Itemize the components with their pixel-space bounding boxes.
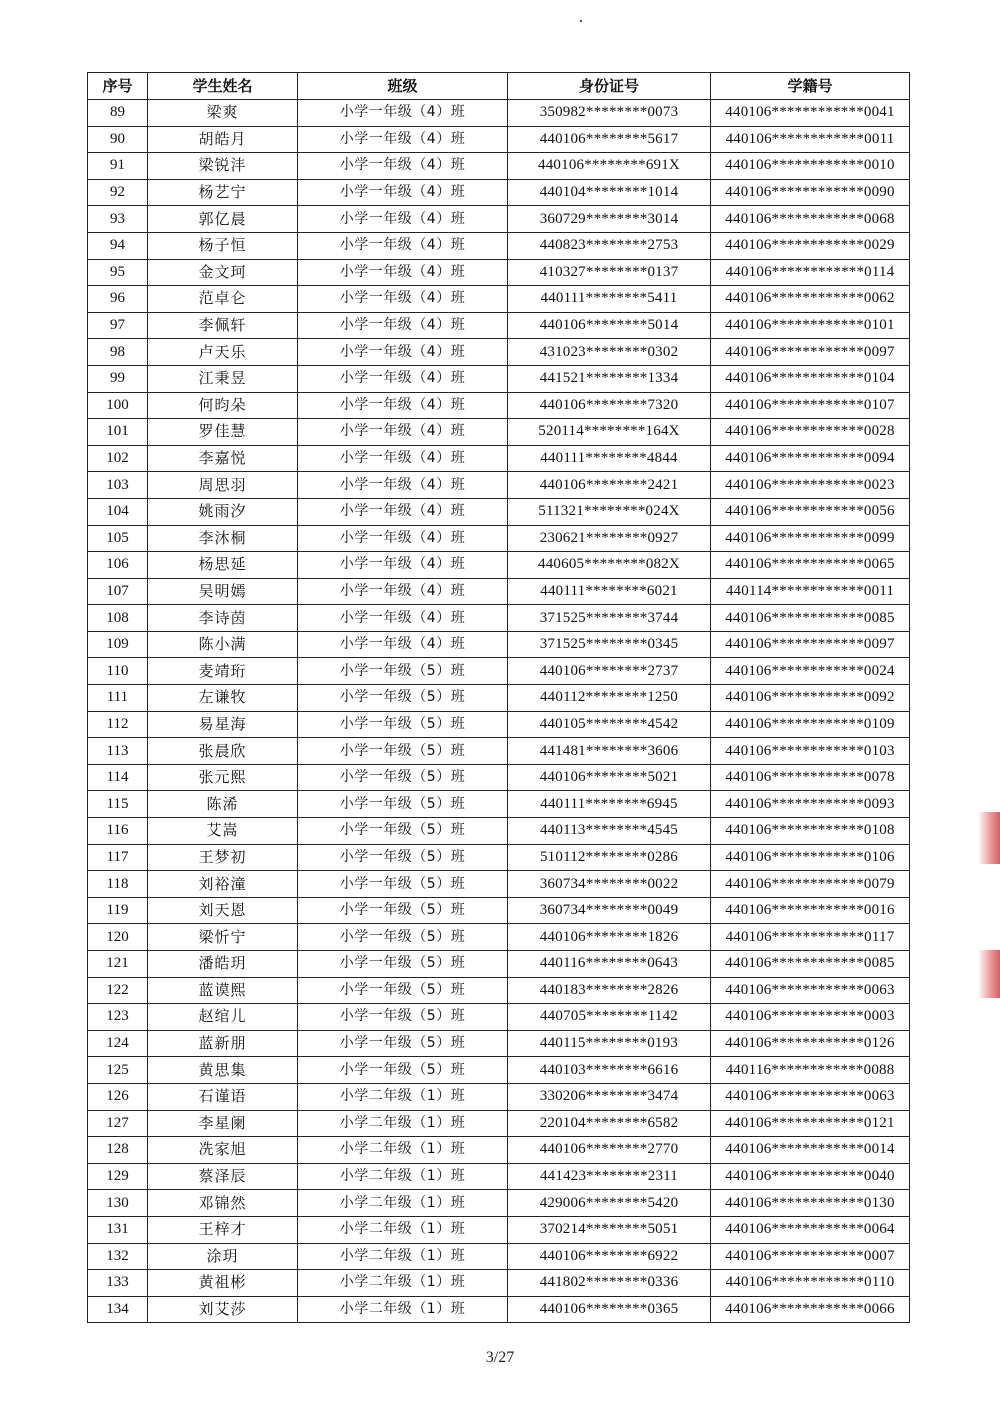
cell-student-name: 陈小满 bbox=[148, 631, 298, 658]
cell-id-card-number: 431023********0302 bbox=[508, 339, 711, 366]
cell-class: 小学一年级（5）班 bbox=[298, 658, 508, 685]
cell-student-name: 易星海 bbox=[148, 711, 298, 738]
cell-student-registration-number: 440106************0103 bbox=[711, 738, 910, 765]
cell-serial-number: 117 bbox=[88, 844, 148, 871]
cell-class: 小学一年级（4）班 bbox=[298, 206, 508, 233]
cell-id-card-number: 371525********0345 bbox=[508, 631, 711, 658]
cell-serial-number: 126 bbox=[88, 1083, 148, 1110]
cell-id-card-number: 360729********3014 bbox=[508, 206, 711, 233]
table-row bbox=[88, 1243, 910, 1270]
cell-id-card-number: 440705********1142 bbox=[508, 1004, 711, 1031]
table-row bbox=[88, 1137, 910, 1164]
cell-id-card-number: 440103********6616 bbox=[508, 1057, 711, 1084]
cell-student-name: 梁忻宁 bbox=[148, 924, 298, 951]
cell-serial-number: 94 bbox=[88, 232, 148, 259]
cell-class: 小学二年级（1）班 bbox=[298, 1190, 508, 1217]
cell-class: 小学二年级（1）班 bbox=[298, 1243, 508, 1270]
table-row bbox=[88, 100, 910, 127]
cell-class: 小学一年级（4）班 bbox=[298, 631, 508, 658]
cell-student-name: 刘裕潼 bbox=[148, 871, 298, 898]
cell-student-name: 李诗茵 bbox=[148, 605, 298, 632]
cell-class: 小学一年级（4）班 bbox=[298, 419, 508, 446]
cell-class: 小学一年级（4）班 bbox=[298, 286, 508, 313]
cell-id-card-number: 440106********7320 bbox=[508, 392, 711, 419]
cell-serial-number: 96 bbox=[88, 286, 148, 313]
cell-student-name: 蓝新朋 bbox=[148, 1030, 298, 1057]
cell-serial-number: 119 bbox=[88, 897, 148, 924]
cell-id-card-number: 440112********1250 bbox=[508, 685, 711, 712]
cell-student-name: 赵绾儿 bbox=[148, 1004, 298, 1031]
cell-class: 小学一年级（4）班 bbox=[298, 339, 508, 366]
table-row bbox=[88, 977, 910, 1004]
cell-class: 小学一年级（5）班 bbox=[298, 951, 508, 978]
table-row bbox=[88, 1004, 910, 1031]
table-row bbox=[88, 286, 910, 313]
table-row bbox=[88, 658, 910, 685]
cell-serial-number: 101 bbox=[88, 419, 148, 446]
cell-student-name: 姚雨汐 bbox=[148, 498, 298, 525]
cell-student-registration-number: 440106************0106 bbox=[711, 844, 910, 871]
cell-id-card-number: 410327********0137 bbox=[508, 259, 711, 286]
cell-serial-number: 105 bbox=[88, 525, 148, 552]
cell-serial-number: 108 bbox=[88, 605, 148, 632]
cell-id-card-number: 440183********2826 bbox=[508, 977, 711, 1004]
table-header bbox=[88, 73, 910, 100]
cell-student-registration-number: 440106************0024 bbox=[711, 658, 910, 685]
table-row bbox=[88, 764, 910, 791]
cell-student-name: 杨子恒 bbox=[148, 232, 298, 259]
cell-class: 小学一年级（5）班 bbox=[298, 897, 508, 924]
table-row bbox=[88, 578, 910, 605]
cell-id-card-number: 440111********6021 bbox=[508, 578, 711, 605]
cell-student-registration-number: 440106************0023 bbox=[711, 472, 910, 499]
cell-student-registration-number: 440106************0040 bbox=[711, 1163, 910, 1190]
cell-student-name: 罗佳慧 bbox=[148, 419, 298, 446]
cell-serial-number: 102 bbox=[88, 445, 148, 472]
cell-student-name: 刘艾莎 bbox=[148, 1296, 298, 1323]
cell-class: 小学一年级（5）班 bbox=[298, 791, 508, 818]
cell-serial-number: 121 bbox=[88, 951, 148, 978]
cell-serial-number: 91 bbox=[88, 153, 148, 180]
cell-student-name: 金文珂 bbox=[148, 259, 298, 286]
cell-student-registration-number: 440106************0108 bbox=[711, 818, 910, 845]
cell-id-card-number: 330206********3474 bbox=[508, 1083, 711, 1110]
cell-student-registration-number: 440106************0114 bbox=[711, 259, 910, 286]
cell-student-registration-number: 440114************0011 bbox=[711, 578, 910, 605]
cell-class: 小学一年级（4）班 bbox=[298, 179, 508, 206]
cell-student-registration-number: 440106************0063 bbox=[711, 977, 910, 1004]
table-row bbox=[88, 525, 910, 552]
cell-id-card-number: 230621********0927 bbox=[508, 525, 711, 552]
cell-serial-number: 122 bbox=[88, 977, 148, 1004]
cell-student-registration-number: 440106************0011 bbox=[711, 126, 910, 153]
cell-student-name: 左谦牧 bbox=[148, 685, 298, 712]
cell-student-registration-number: 440106************0094 bbox=[711, 445, 910, 472]
cell-serial-number: 100 bbox=[88, 392, 148, 419]
cell-student-registration-number: 440106************0104 bbox=[711, 365, 910, 392]
cell-student-name: 梁爽 bbox=[148, 100, 298, 127]
cell-class: 小学二年级（1）班 bbox=[298, 1270, 508, 1297]
cell-class: 小学一年级（5）班 bbox=[298, 764, 508, 791]
cell-serial-number: 123 bbox=[88, 1004, 148, 1031]
cell-student-registration-number: 440106************0016 bbox=[711, 897, 910, 924]
cell-id-card-number: 511321********024X bbox=[508, 498, 711, 525]
cell-student-registration-number: 440106************0107 bbox=[711, 392, 910, 419]
cell-serial-number: 98 bbox=[88, 339, 148, 366]
cell-student-registration-number: 440106************0090 bbox=[711, 179, 910, 206]
cell-student-name: 杨思延 bbox=[148, 552, 298, 579]
cell-student-registration-number: 440106************0097 bbox=[711, 631, 910, 658]
table-row bbox=[88, 232, 910, 259]
table-row bbox=[88, 791, 910, 818]
cell-id-card-number: 441481********3606 bbox=[508, 738, 711, 765]
cell-serial-number: 125 bbox=[88, 1057, 148, 1084]
cell-student-name: 李嘉悦 bbox=[148, 445, 298, 472]
cell-class: 小学一年级（4）班 bbox=[298, 392, 508, 419]
cell-id-card-number: 360734********0049 bbox=[508, 897, 711, 924]
cell-serial-number: 97 bbox=[88, 312, 148, 339]
table-row bbox=[88, 1163, 910, 1190]
cell-student-registration-number: 440106************0085 bbox=[711, 605, 910, 632]
cell-student-name: 蓝谟熙 bbox=[148, 977, 298, 1004]
cell-student-registration-number: 440106************0085 bbox=[711, 951, 910, 978]
cell-serial-number: 106 bbox=[88, 552, 148, 579]
table-row bbox=[88, 365, 910, 392]
cell-class: 小学一年级（5）班 bbox=[298, 711, 508, 738]
cell-class: 小学一年级（4）班 bbox=[298, 126, 508, 153]
cell-student-registration-number: 440116************0088 bbox=[711, 1057, 910, 1084]
cell-id-card-number: 440116********0643 bbox=[508, 951, 711, 978]
cell-id-card-number: 440106********6922 bbox=[508, 1243, 711, 1270]
table-row bbox=[88, 445, 910, 472]
cell-student-registration-number: 440106************0029 bbox=[711, 232, 910, 259]
cell-class: 小学一年级（4）班 bbox=[298, 605, 508, 632]
cell-id-card-number: 440106********0365 bbox=[508, 1296, 711, 1323]
cell-student-registration-number: 440106************0079 bbox=[711, 871, 910, 898]
cell-student-name: 梁锐沣 bbox=[148, 153, 298, 180]
cell-serial-number: 107 bbox=[88, 578, 148, 605]
cell-student-registration-number: 440106************0097 bbox=[711, 339, 910, 366]
table-row bbox=[88, 1270, 910, 1297]
cell-student-name: 艾嵩 bbox=[148, 818, 298, 845]
cell-student-name: 张元熙 bbox=[148, 764, 298, 791]
cell-serial-number: 120 bbox=[88, 924, 148, 951]
cell-student-name: 冼家旭 bbox=[148, 1137, 298, 1164]
table-body bbox=[88, 100, 910, 1323]
cell-id-card-number: 441802********0336 bbox=[508, 1270, 711, 1297]
header-class: 班级 bbox=[298, 73, 508, 100]
cell-student-registration-number: 440106************0093 bbox=[711, 791, 910, 818]
cell-class: 小学一年级（5）班 bbox=[298, 924, 508, 951]
cell-serial-number: 132 bbox=[88, 1243, 148, 1270]
cell-serial-number: 112 bbox=[88, 711, 148, 738]
cell-class: 小学一年级（4）班 bbox=[298, 312, 508, 339]
cell-class: 小学二年级（1）班 bbox=[298, 1137, 508, 1164]
table-row bbox=[88, 419, 910, 446]
cell-id-card-number: 371525********3744 bbox=[508, 605, 711, 632]
cell-student-registration-number: 440106************0062 bbox=[711, 286, 910, 313]
cell-class: 小学一年级（4）班 bbox=[298, 100, 508, 127]
cell-id-card-number: 441423********2311 bbox=[508, 1163, 711, 1190]
cell-class: 小学一年级（4）班 bbox=[298, 365, 508, 392]
cell-student-registration-number: 440106************0003 bbox=[711, 1004, 910, 1031]
cell-id-card-number: 440115********0193 bbox=[508, 1030, 711, 1057]
table-row bbox=[88, 711, 910, 738]
table-row bbox=[88, 1190, 910, 1217]
table-row bbox=[88, 153, 910, 180]
table-row bbox=[88, 206, 910, 233]
cell-student-name: 王梓才 bbox=[148, 1216, 298, 1243]
cell-serial-number: 114 bbox=[88, 764, 148, 791]
cell-class: 小学二年级（1）班 bbox=[298, 1110, 508, 1137]
cell-serial-number: 128 bbox=[88, 1137, 148, 1164]
cell-student-registration-number: 440106************0068 bbox=[711, 206, 910, 233]
cell-serial-number: 131 bbox=[88, 1216, 148, 1243]
table-row bbox=[88, 1216, 910, 1243]
cell-student-registration-number: 440106************0041 bbox=[711, 100, 910, 127]
cell-student-name: 黄思集 bbox=[148, 1057, 298, 1084]
table-row bbox=[88, 339, 910, 366]
cell-student-name: 范卓仑 bbox=[148, 286, 298, 313]
table-row bbox=[88, 552, 910, 579]
cell-student-registration-number: 440106************0063 bbox=[711, 1083, 910, 1110]
cell-id-card-number: 370214********5051 bbox=[508, 1216, 711, 1243]
cell-student-name: 李佩轩 bbox=[148, 312, 298, 339]
red-seal-fragment bbox=[978, 812, 1000, 864]
cell-student-registration-number: 440106************0110 bbox=[711, 1270, 910, 1297]
cell-class: 小学一年级（4）班 bbox=[298, 525, 508, 552]
header-id-card-number: 身份证号 bbox=[508, 73, 711, 100]
table-row bbox=[88, 685, 910, 712]
cell-serial-number: 118 bbox=[88, 871, 148, 898]
cell-student-name: 黄祖彬 bbox=[148, 1270, 298, 1297]
table-row bbox=[88, 631, 910, 658]
cell-student-registration-number: 440106************0101 bbox=[711, 312, 910, 339]
cell-student-registration-number: 440106************0014 bbox=[711, 1137, 910, 1164]
cell-class: 小学一年级（4）班 bbox=[298, 498, 508, 525]
cell-student-name: 蔡泽辰 bbox=[148, 1163, 298, 1190]
table-row bbox=[88, 498, 910, 525]
table-row bbox=[88, 844, 910, 871]
cell-student-registration-number: 440106************0130 bbox=[711, 1190, 910, 1217]
cell-id-card-number: 440605********082X bbox=[508, 552, 711, 579]
cell-class: 小学一年级（4）班 bbox=[298, 153, 508, 180]
table-row bbox=[88, 818, 910, 845]
cell-id-card-number: 440105********4542 bbox=[508, 711, 711, 738]
cell-student-registration-number: 440106************0099 bbox=[711, 525, 910, 552]
table-row bbox=[88, 472, 910, 499]
cell-id-card-number: 360734********0022 bbox=[508, 871, 711, 898]
red-seal-fragment bbox=[978, 950, 1000, 998]
cell-class: 小学一年级（5）班 bbox=[298, 1057, 508, 1084]
table-row bbox=[88, 951, 910, 978]
cell-serial-number: 115 bbox=[88, 791, 148, 818]
cell-student-registration-number: 440106************0126 bbox=[711, 1030, 910, 1057]
cell-student-name: 郭亿晨 bbox=[148, 206, 298, 233]
cell-id-card-number: 440106********2737 bbox=[508, 658, 711, 685]
table-row bbox=[88, 1030, 910, 1057]
cell-id-card-number: 440106********5617 bbox=[508, 126, 711, 153]
cell-serial-number: 90 bbox=[88, 126, 148, 153]
cell-serial-number: 134 bbox=[88, 1296, 148, 1323]
cell-student-name: 石谨语 bbox=[148, 1083, 298, 1110]
cell-serial-number: 104 bbox=[88, 498, 148, 525]
student-roster-sheet bbox=[87, 72, 909, 1323]
cell-student-name: 麦靖珩 bbox=[148, 658, 298, 685]
cell-class: 小学一年级（4）班 bbox=[298, 232, 508, 259]
cell-id-card-number: 429006********5420 bbox=[508, 1190, 711, 1217]
cell-class: 小学一年级（4）班 bbox=[298, 259, 508, 286]
table-row bbox=[88, 392, 910, 419]
cell-serial-number: 116 bbox=[88, 818, 148, 845]
cell-serial-number: 124 bbox=[88, 1030, 148, 1057]
cell-serial-number: 110 bbox=[88, 658, 148, 685]
table-row bbox=[88, 312, 910, 339]
cell-student-name: 刘天恩 bbox=[148, 897, 298, 924]
cell-student-name: 涂玥 bbox=[148, 1243, 298, 1270]
cell-student-registration-number: 440106************0121 bbox=[711, 1110, 910, 1137]
cell-id-card-number: 440113********4545 bbox=[508, 818, 711, 845]
cell-class: 小学一年级（4）班 bbox=[298, 472, 508, 499]
cell-student-registration-number: 440106************0010 bbox=[711, 153, 910, 180]
cell-student-registration-number: 440106************0109 bbox=[711, 711, 910, 738]
cell-student-registration-number: 440106************0007 bbox=[711, 1243, 910, 1270]
cell-student-name: 邓锦然 bbox=[148, 1190, 298, 1217]
cell-student-registration-number: 440106************0056 bbox=[711, 498, 910, 525]
table-row bbox=[88, 126, 910, 153]
cell-serial-number: 99 bbox=[88, 365, 148, 392]
cell-id-card-number: 440106********5021 bbox=[508, 764, 711, 791]
cell-class: 小学一年级（5）班 bbox=[298, 818, 508, 845]
cell-student-registration-number: 440106************0066 bbox=[711, 1296, 910, 1323]
cell-serial-number: 111 bbox=[88, 685, 148, 712]
cell-student-name: 陈浠 bbox=[148, 791, 298, 818]
cell-class: 小学一年级（4）班 bbox=[298, 445, 508, 472]
cell-class: 小学二年级（1）班 bbox=[298, 1163, 508, 1190]
cell-student-registration-number: 440106************0065 bbox=[711, 552, 910, 579]
cell-student-name: 卢天乐 bbox=[148, 339, 298, 366]
cell-id-card-number: 350982********0073 bbox=[508, 100, 711, 127]
table-row bbox=[88, 605, 910, 632]
cell-serial-number: 109 bbox=[88, 631, 148, 658]
cell-class: 小学一年级（4）班 bbox=[298, 578, 508, 605]
cell-class: 小学一年级（5）班 bbox=[298, 871, 508, 898]
cell-student-name: 李星阑 bbox=[148, 1110, 298, 1137]
cell-class: 小学二年级（1）班 bbox=[298, 1216, 508, 1243]
cell-student-registration-number: 440106************0064 bbox=[711, 1216, 910, 1243]
cell-id-card-number: 440104********1014 bbox=[508, 179, 711, 206]
cell-student-name: 潘皓玥 bbox=[148, 951, 298, 978]
cell-class: 小学一年级（5）班 bbox=[298, 844, 508, 871]
cell-student-name: 何昀朵 bbox=[148, 392, 298, 419]
cell-id-card-number: 440106********5014 bbox=[508, 312, 711, 339]
cell-id-card-number: 520114********164X bbox=[508, 419, 711, 446]
cell-student-name: 胡皓月 bbox=[148, 126, 298, 153]
table-row bbox=[88, 1110, 910, 1137]
cell-student-registration-number: 440106************0078 bbox=[711, 764, 910, 791]
cell-student-name: 杨艺宁 bbox=[148, 179, 298, 206]
cell-class: 小学二年级（1）班 bbox=[298, 1083, 508, 1110]
cell-id-card-number: 440106********2421 bbox=[508, 472, 711, 499]
cell-id-card-number: 440106********691X bbox=[508, 153, 711, 180]
header-student-registration-number: 学籍号 bbox=[711, 73, 910, 100]
cell-id-card-number: 440823********2753 bbox=[508, 232, 711, 259]
table-row bbox=[88, 1296, 910, 1323]
cell-serial-number: 93 bbox=[88, 206, 148, 233]
cell-id-card-number: 440106********2770 bbox=[508, 1137, 711, 1164]
cell-class: 小学一年级（5）班 bbox=[298, 1004, 508, 1031]
cell-class: 小学一年级（5）班 bbox=[298, 685, 508, 712]
cell-id-card-number: 440106********1826 bbox=[508, 924, 711, 951]
cell-student-name: 江秉昱 bbox=[148, 365, 298, 392]
cell-id-card-number: 441521********1334 bbox=[508, 365, 711, 392]
cell-id-card-number: 440111********5411 bbox=[508, 286, 711, 313]
cell-id-card-number: 440111********4844 bbox=[508, 445, 711, 472]
cell-serial-number: 129 bbox=[88, 1163, 148, 1190]
cell-class: 小学二年级（1）班 bbox=[298, 1296, 508, 1323]
cell-class: 小学一年级（5）班 bbox=[298, 738, 508, 765]
cell-serial-number: 133 bbox=[88, 1270, 148, 1297]
cell-serial-number: 103 bbox=[88, 472, 148, 499]
cell-student-registration-number: 440106************0028 bbox=[711, 419, 910, 446]
scan-speck bbox=[580, 20, 582, 22]
cell-serial-number: 130 bbox=[88, 1190, 148, 1217]
table-row bbox=[88, 1057, 910, 1084]
cell-student-registration-number: 440106************0117 bbox=[711, 924, 910, 951]
cell-id-card-number: 440111********6945 bbox=[508, 791, 711, 818]
table-row bbox=[88, 897, 910, 924]
cell-student-name: 李沐桐 bbox=[148, 525, 298, 552]
header-row bbox=[88, 73, 910, 100]
cell-id-card-number: 220104********6582 bbox=[508, 1110, 711, 1137]
table-row bbox=[88, 871, 910, 898]
cell-serial-number: 113 bbox=[88, 738, 148, 765]
cell-student-registration-number: 440106************0092 bbox=[711, 685, 910, 712]
cell-class: 小学一年级（4）班 bbox=[298, 552, 508, 579]
cell-id-card-number: 510112********0286 bbox=[508, 844, 711, 871]
table-row bbox=[88, 738, 910, 765]
student-roster-table bbox=[87, 72, 910, 1323]
cell-serial-number: 92 bbox=[88, 179, 148, 206]
cell-class: 小学一年级（5）班 bbox=[298, 1030, 508, 1057]
cell-student-name: 王梦初 bbox=[148, 844, 298, 871]
cell-serial-number: 95 bbox=[88, 259, 148, 286]
header-serial-number: 序号 bbox=[88, 73, 148, 100]
cell-student-name: 周思羽 bbox=[148, 472, 298, 499]
table-row bbox=[88, 1083, 910, 1110]
table-row bbox=[88, 259, 910, 286]
header-student-name: 学生姓名 bbox=[148, 73, 298, 100]
cell-serial-number: 127 bbox=[88, 1110, 148, 1137]
table-row bbox=[88, 924, 910, 951]
cell-student-name: 吴明嫣 bbox=[148, 578, 298, 605]
table-row bbox=[88, 179, 910, 206]
page-number: 3/27 bbox=[485, 1349, 515, 1366]
cell-student-name: 张晨欣 bbox=[148, 738, 298, 765]
cell-class: 小学一年级（5）班 bbox=[298, 977, 508, 1004]
cell-serial-number: 89 bbox=[88, 100, 148, 127]
